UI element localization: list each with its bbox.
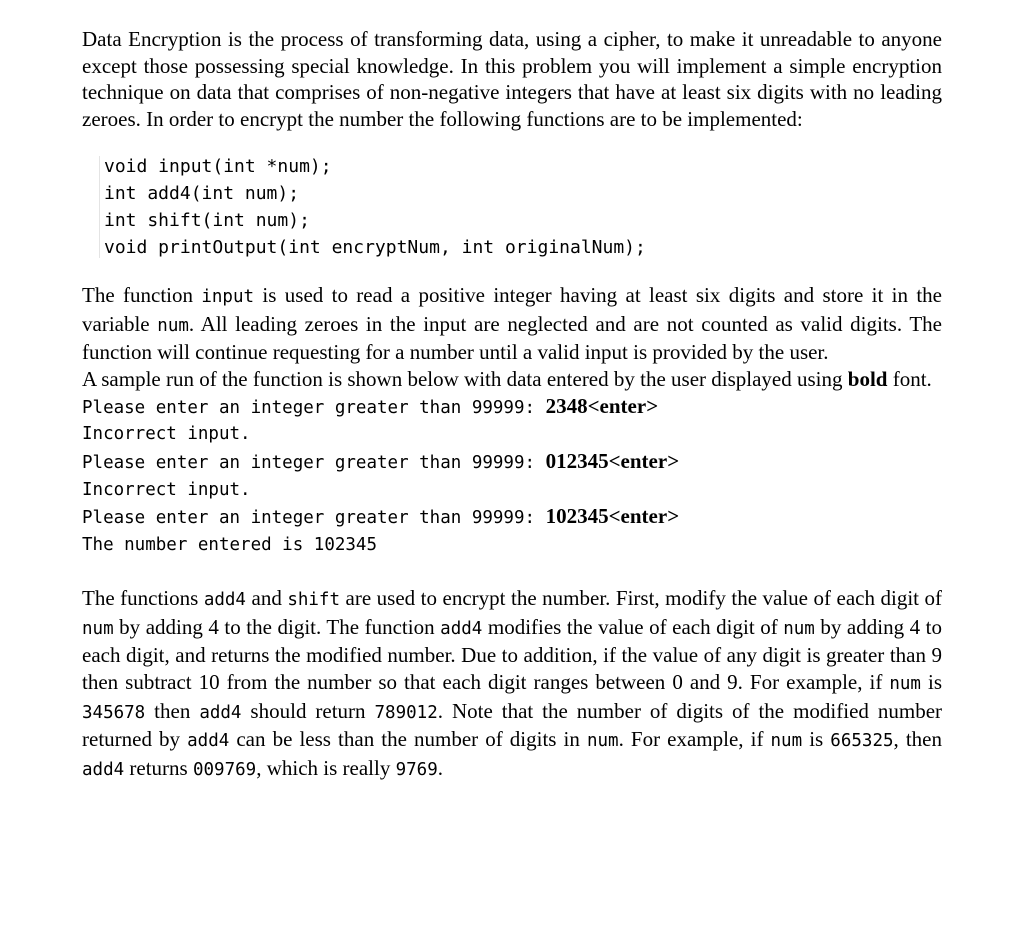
text-run: is used to read a positive integer having at least six digits and store it in the variable (82, 282, 942, 336)
sample-run (82, 393, 942, 559)
text-run: . Note that the number of digits of the modified number returned by (82, 698, 943, 752)
function-prototypes-code (104, 153, 942, 261)
inline-code: add4 (199, 702, 242, 723)
inline-code: 345678 (82, 702, 146, 723)
paragraph-gap (82, 559, 942, 585)
sample-line (82, 448, 942, 477)
inline-code: num (770, 731, 803, 752)
inline-code: 665325 (830, 731, 894, 752)
sample-line (82, 503, 942, 532)
inline-code: add4 (203, 589, 246, 610)
text-run: by adding 4 to each digit, and returns the modified number. Due to addition, if the value of any digit is greater than 9 then subtract 10 from the number so that each digit ranges between 0 and 9. For example, if (82, 614, 943, 694)
inline-code: num (889, 673, 921, 694)
intro-paragraph: Data Encryption is the process of transforming data, using a cipher, to make it unreadable to anyone except those possessing special knowledge. In this problem you will implement a simple encryption technique on data that comprises of non-negative integers that have at least six digits with no leading zeroes. In order to encrypt the number the following functions are to be implemented: (82, 27, 942, 132)
inline-code: num (157, 315, 189, 336)
sample-run-intro (82, 366, 942, 393)
user-entry: 102345<enter> (545, 504, 680, 529)
document-page (82, 26, 942, 784)
text-run: The functions (82, 585, 204, 610)
text-run: by adding 4 to the digit. The function (113, 614, 441, 639)
text-run: can be less than the number of digits in (229, 727, 587, 752)
code-line: int shift(int num); (104, 209, 310, 231)
sample-line: The number entered is 102345 (82, 535, 378, 556)
user-entry: 2348<enter> (545, 393, 659, 418)
text-run: , which is really (256, 756, 396, 781)
inline-code: 789012 (374, 702, 438, 723)
input-function-paragraph (82, 282, 942, 366)
text-run: returns (124, 756, 193, 781)
inline-code: add4 (187, 731, 230, 752)
inline-code: add4 (440, 618, 483, 639)
inline-code: num (82, 618, 114, 639)
inline-code: shift (287, 589, 341, 610)
inline-code: add4 (82, 760, 125, 781)
sample-line: Incorrect input. (82, 424, 251, 445)
text-run: . For example, if (618, 727, 771, 752)
text-run: font. (887, 366, 932, 391)
text-run: and (245, 585, 288, 610)
prompt-text: Please enter an integer greater than 99999: (82, 397, 546, 418)
text-run: is (802, 727, 831, 752)
text-run: should return (241, 698, 375, 723)
inline-code: 9769 (395, 760, 438, 781)
text-run: modifies the value of each digit of (482, 614, 784, 639)
add4-shift-paragraph (82, 585, 942, 784)
text-run: The function (82, 282, 202, 307)
sample-line: Incorrect input. (82, 479, 251, 500)
inline-code: 009769 (192, 760, 257, 781)
text-run: . (437, 756, 443, 781)
text-run: are used to encrypt the number. First, modify the value of each digit of (340, 585, 942, 610)
inline-code: num (586, 731, 619, 752)
sample-line (82, 393, 942, 422)
code-line: void printOutput(int encryptNum, int originalNum); (104, 236, 646, 258)
user-entry: 012345<enter> (545, 449, 680, 474)
text-run: is (920, 669, 942, 694)
inline-code: input (201, 286, 255, 307)
text-run: A sample run of the function is shown below with data entered by the user displayed using (82, 366, 848, 391)
text-run: , then (893, 727, 942, 752)
prompt-text: Please enter an integer greater than 99999: (82, 453, 546, 474)
text-run: . All leading zeroes in the input are neglected and are not counted as valid digits. The function will continue requesting for a number until a valid input is provided by the user. (82, 311, 943, 365)
code-line: void input(int *num); (104, 155, 332, 177)
text-run: then (145, 698, 200, 723)
code-line: int add4(int num); (104, 182, 300, 204)
bold-word: bold (847, 366, 888, 391)
inline-code: num (783, 618, 815, 639)
prompt-text: Please enter an integer greater than 99999: (82, 508, 546, 529)
